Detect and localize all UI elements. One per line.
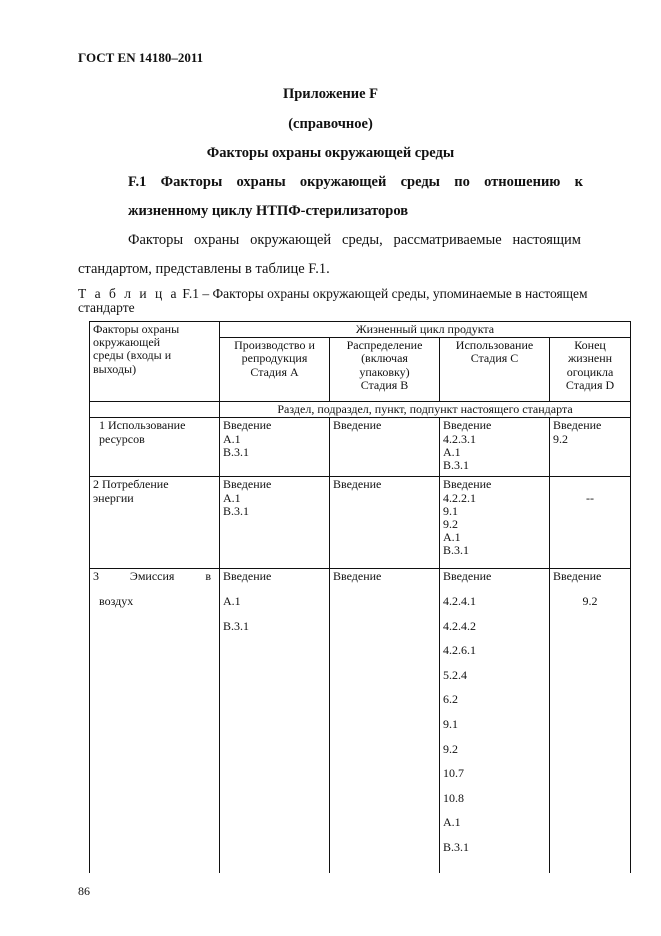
stage-header-line: Конец: [574, 338, 606, 353]
reference-item: --: [586, 491, 595, 506]
stage-header-lines: [443, 339, 546, 365]
stage-header-lines: [223, 339, 326, 379]
stage-a-cell: [220, 569, 330, 873]
factor-line: 1 Использование: [99, 418, 186, 433]
reference-item: Введение: [443, 477, 492, 492]
reference-item: 9.1: [443, 716, 458, 731]
factor-cell: [90, 418, 220, 477]
environmental-factors-table: [89, 321, 631, 873]
reference-item: А.1: [443, 530, 461, 545]
page-number: 86: [78, 884, 90, 898]
section-heading-line1: F.1 Факторы охраны окружающей среды по отношению к: [128, 174, 583, 190]
stage-c-cell: [440, 569, 550, 873]
factors-header-line: окружающей: [93, 335, 161, 350]
stage-d-header: [550, 338, 631, 402]
reference-item: 5.2.4: [443, 667, 467, 682]
stage-d-cell: [550, 418, 631, 477]
reference-items: [333, 478, 436, 491]
reference-item: Введение: [443, 418, 492, 433]
stage-c-header: [440, 338, 550, 402]
reference-item: В.3.1: [443, 543, 470, 558]
paragraph-line1: Факторы охраны окружающей среды, рассматриваемые настоящим: [128, 232, 581, 248]
reference-item: 9.2: [443, 517, 458, 532]
reference-item: А.1: [223, 594, 241, 608]
stage-b-cell: [330, 569, 440, 873]
reference-item: В.3.1: [223, 444, 250, 459]
stage-header-line: огоцикла: [566, 364, 614, 379]
stage-b-cell: [330, 477, 440, 569]
reference-item: Введение: [223, 569, 272, 584]
stage-a-cell: [220, 418, 330, 477]
reference-item: В.3.1: [443, 458, 470, 473]
reference-item: 6.2: [443, 692, 458, 707]
reference-item: 4.2.4.2: [443, 618, 476, 633]
factor-lines: [93, 478, 216, 504]
stage-b-header: [330, 338, 440, 402]
reference-item: В.3.1: [443, 839, 470, 854]
stage-header-line: Использование: [455, 338, 534, 353]
stage-d-cell: [550, 569, 631, 873]
reference-item: 10.8: [443, 790, 464, 805]
factors-header-line: выходы): [93, 361, 137, 376]
reference-item: 9.1: [443, 503, 458, 518]
factors-header: [90, 322, 220, 402]
appendix-subtitle: (справочное): [288, 116, 373, 132]
section-heading-line2: жизненному циклу НТПФ-стерилизаторов: [128, 203, 409, 219]
reference-item: Введение: [553, 418, 602, 433]
paragraph-line2: стандартом, представлены в таблице F.1.: [78, 261, 330, 277]
stage-header-lines: [333, 339, 436, 392]
factor-line: 2 Потребление: [93, 477, 169, 492]
reference-items: [333, 419, 436, 432]
stage-d-lines: [553, 570, 627, 619]
stage-d-cell: [550, 477, 631, 569]
appendix-title: Приложение F: [282, 86, 379, 102]
reference-item: 4.2.3.1: [443, 431, 476, 446]
stage-c-cell: [440, 477, 550, 569]
factor-cell: [90, 477, 220, 569]
stage-a-cell: [220, 477, 330, 569]
reference-items: [553, 478, 627, 505]
reference-item: А.1: [223, 431, 241, 446]
stage-header-line: Стадия D: [565, 377, 615, 392]
stage-header-line: Стадия С: [470, 351, 519, 366]
caption-text: F.1 – Факторы охраны окружающей среды, упоминаемые в настоящем стандарте: [78, 286, 588, 315]
factors-header-line: Факторы охраны: [93, 322, 180, 336]
stage-header-line: упаковку): [359, 364, 410, 379]
reference-items: [223, 478, 326, 518]
reference-item: 4.2.4.1: [443, 594, 476, 608]
factor-line: ресурсов: [99, 431, 145, 446]
reference-item: Введение: [553, 569, 602, 584]
stage-header-line: Стадия В: [360, 377, 409, 392]
appendix-heading: Факторы охраны окружающей среды: [206, 145, 455, 161]
reference-item: 9.2: [443, 741, 458, 756]
reference-item: 9.2: [582, 594, 598, 608]
reference-item: В.3.1: [223, 618, 250, 633]
reference-items: [333, 570, 436, 595]
factors-header-line: среды (входы и: [93, 348, 172, 363]
caption-prefix: Т а б л и ц а: [78, 286, 180, 301]
factor-lines: [93, 570, 216, 619]
stage-header-line: Производство и: [234, 338, 315, 353]
reference-item: Введение: [223, 418, 272, 433]
reference-item: 4.2.6.1: [443, 643, 476, 658]
factor-line: 3 Эмиссия в: [93, 569, 211, 584]
reference-item: 10.7: [443, 766, 464, 781]
reference-item: Введение: [333, 477, 382, 492]
reference-item: Введение: [443, 569, 492, 584]
stage-header-line: (включая: [361, 351, 408, 366]
reference-item: Введение: [333, 418, 382, 433]
reference-item: А.1: [223, 490, 241, 505]
reference-item: Введение: [223, 477, 272, 492]
stage-c-cell: [440, 418, 550, 477]
factors-header-lines: [93, 323, 216, 376]
reference-item: 9.2: [553, 431, 568, 446]
empty-cell: [90, 402, 220, 418]
reference-item: Введение: [333, 569, 382, 584]
reference-items: [443, 478, 546, 557]
stage-header-line: репродукция: [241, 351, 308, 366]
reference-items: [223, 419, 326, 459]
reference-items: [553, 419, 627, 445]
factor-line: воздух: [99, 594, 134, 608]
reference-item: В.3.1: [223, 503, 250, 518]
reference-item: 4.2.2.1: [443, 490, 476, 505]
reference-items: [443, 419, 546, 472]
stage-a-header: [220, 338, 330, 402]
reference-header: Раздел, подраздел, пункт, подпункт настоящего стандарта: [220, 402, 631, 418]
reference-items: [443, 570, 546, 865]
factor-line: энергии: [93, 490, 134, 505]
reference-item: А.1: [443, 444, 461, 459]
stage-header-line: Стадия А: [250, 364, 299, 379]
lifecycle-header: Жизненный цикл продукта: [220, 322, 631, 338]
stage-b-cell: [330, 418, 440, 477]
stage-header-line: Распределение: [346, 338, 423, 353]
table-caption: [78, 287, 598, 315]
reference-items: [223, 570, 326, 644]
factor-cell: [90, 569, 220, 873]
stage-header-line: жизненн: [568, 351, 613, 366]
standard-header: ГОСТ EN 14180–2011: [78, 50, 204, 65]
stage-header-lines: [553, 339, 627, 392]
factor-lines: [93, 419, 216, 445]
reference-item: А.1: [443, 815, 461, 830]
